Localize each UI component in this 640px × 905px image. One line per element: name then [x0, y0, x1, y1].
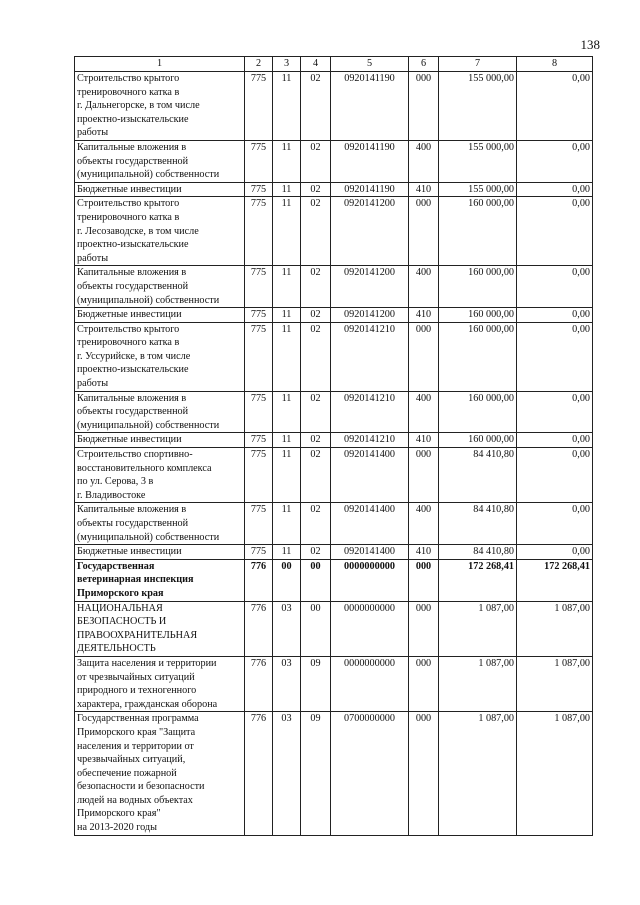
table-row: [75, 391, 593, 433]
expense-type-cell: 400: [409, 503, 439, 545]
table-row: [75, 322, 593, 391]
row-name-line: объекты государственной: [77, 518, 189, 529]
table-row: [75, 266, 593, 308]
row-name-cell: [75, 545, 245, 560]
row-name-line: (муниципальной) собственности: [77, 531, 220, 543]
subsection-code-cell: 02: [301, 322, 331, 391]
row-name-cell: [75, 322, 245, 391]
row-name-cell: [75, 72, 245, 141]
row-name-cell: [75, 182, 245, 197]
header-col-5: 5: [331, 57, 409, 72]
row-name-cell: [75, 433, 245, 448]
expense-type-cell: 000: [409, 72, 439, 141]
header-col-7: 7: [439, 57, 517, 72]
row-name-line: от чрезвычайных ситуаций: [77, 671, 195, 683]
subsection-code-cell: 02: [301, 308, 331, 323]
expense-type-cell: 400: [409, 140, 439, 182]
admin-code-cell: 775: [245, 72, 273, 141]
amount-col-8-cell: 0,00: [517, 448, 593, 503]
subsection-code-cell: 02: [301, 197, 331, 266]
amount-col-7-cell: 160 000,00: [439, 308, 517, 323]
row-name-line: тренировочного катка в: [77, 337, 180, 349]
row-name-line: проектно-изыскательские: [77, 239, 189, 251]
row-name-line: объекты государственной: [77, 406, 189, 418]
row-name-line: Приморского края: [77, 587, 164, 599]
amount-col-7-cell: 160 000,00: [439, 391, 517, 433]
section-code-cell: 11: [273, 140, 301, 182]
row-name-cell: [75, 197, 245, 266]
section-code-cell: 11: [273, 448, 301, 503]
row-name-line: работы: [77, 378, 109, 390]
target-article-cell: 0920141400: [331, 448, 409, 503]
subsection-code-cell: 02: [301, 72, 331, 141]
row-name-cell: [75, 448, 245, 503]
target-article-cell: 0920141190: [331, 140, 409, 182]
amount-col-7-cell: 155 000,00: [439, 182, 517, 197]
row-name-cell: [75, 140, 245, 182]
amount-col-8-cell: 0,00: [517, 197, 593, 266]
admin-code-cell: 776: [245, 656, 273, 711]
row-name-line: Бюджетные инвестиции: [77, 546, 182, 558]
amount-col-8-cell: 0,00: [517, 503, 593, 545]
row-name-line: природного и техногенного: [77, 685, 197, 697]
header-row: [75, 57, 593, 72]
row-name-line: проектно-изыскательские: [77, 113, 189, 125]
expense-type-cell: 410: [409, 308, 439, 323]
row-name-line: Строительство спортивно-: [77, 449, 193, 461]
row-name-line: ПРАВООХРАНИТЕЛЬНАЯ: [77, 629, 198, 641]
row-name-line: проектно-изыскательские: [77, 364, 189, 376]
section-code-cell: 11: [273, 433, 301, 448]
expense-type-cell: 000: [409, 559, 439, 601]
table-row: [75, 308, 593, 323]
subsection-code-cell: 02: [301, 545, 331, 560]
expense-type-cell: 400: [409, 391, 439, 433]
subsection-code-cell: 02: [301, 266, 331, 308]
row-name-line: ветеринарная инспекция: [77, 574, 194, 586]
table-body: [75, 72, 593, 836]
amount-col-7-cell: 155 000,00: [439, 140, 517, 182]
subsection-code-cell: 09: [301, 712, 331, 835]
amount-col-7-cell: 160 000,00: [439, 433, 517, 448]
amount-col-8-cell: 0,00: [517, 545, 593, 560]
admin-code-cell: 775: [245, 182, 273, 197]
page-number: 138: [580, 37, 600, 52]
row-name-line: Защита населения и территории: [77, 657, 217, 669]
header-col-4: 4: [301, 57, 331, 72]
admin-code-cell: 775: [245, 197, 273, 266]
row-name-line: Капитальные вложения в: [77, 267, 187, 279]
section-code-cell: 03: [273, 601, 301, 656]
target-article-cell: 0920141210: [331, 391, 409, 433]
expense-type-cell: 000: [409, 322, 439, 391]
table-row: [75, 712, 593, 835]
row-name-line: (муниципальной) собственности: [77, 419, 220, 431]
admin-code-cell: 775: [245, 503, 273, 545]
expense-type-cell: 410: [409, 433, 439, 448]
amount-col-8-cell: 1 087,00: [517, 712, 593, 835]
table-row: [75, 545, 593, 560]
subsection-code-cell: 00: [301, 559, 331, 601]
amount-col-7-cell: 84 410,80: [439, 503, 517, 545]
admin-code-cell: 775: [245, 308, 273, 323]
target-article-cell: 0920141200: [331, 197, 409, 266]
admin-code-cell: 775: [245, 448, 273, 503]
admin-code-cell: 776: [245, 601, 273, 656]
section-code-cell: 11: [273, 503, 301, 545]
expense-type-cell: 000: [409, 712, 439, 835]
section-code-cell: 11: [273, 545, 301, 560]
row-name-line: Капитальные вложения в: [77, 141, 187, 153]
row-name-line: на 2013-2020 годы: [77, 822, 157, 834]
section-code-cell: 11: [273, 308, 301, 323]
row-name-line: тренировочного катка в: [77, 86, 180, 98]
amount-col-8-cell: 0,00: [517, 72, 593, 141]
amount-col-7-cell: 84 410,80: [439, 545, 517, 560]
row-name-cell: [75, 656, 245, 711]
row-name-line: Государственная: [77, 560, 155, 572]
section-code-cell: 11: [273, 266, 301, 308]
row-name-line: г. Уссурийске, в том числе: [77, 350, 191, 362]
table-row: [75, 503, 593, 545]
row-name-cell: [75, 601, 245, 656]
expense-type-cell: 410: [409, 182, 439, 197]
expense-type-cell: 000: [409, 601, 439, 656]
row-name-line: ДЕЯТЕЛЬНОСТЬ: [77, 643, 156, 655]
amount-col-7-cell: 1 087,00: [439, 601, 517, 656]
row-name-line: (муниципальной) собственности: [77, 169, 220, 181]
amount-col-8-cell: 0,00: [517, 182, 593, 197]
header-col-1: 1: [75, 57, 245, 72]
subsection-code-cell: 02: [301, 182, 331, 197]
row-name-line: Строительство крытого: [77, 73, 180, 84]
admin-code-cell: 775: [245, 391, 273, 433]
admin-code-cell: 775: [245, 545, 273, 560]
expense-type-cell: 000: [409, 448, 439, 503]
row-name-line: Государственная программа: [77, 713, 199, 725]
expense-type-cell: 000: [409, 656, 439, 711]
table-row: [75, 601, 593, 656]
row-name-line: безопасности и безопасности: [77, 781, 205, 793]
row-name-cell: [75, 266, 245, 308]
section-code-cell: 11: [273, 322, 301, 391]
table-row: [75, 559, 593, 601]
amount-col-8-cell: 0,00: [517, 433, 593, 448]
amount-col-7-cell: 1 087,00: [439, 656, 517, 711]
amount-col-7-cell: 155 000,00: [439, 72, 517, 141]
subsection-code-cell: 02: [301, 448, 331, 503]
row-name-line: Приморского края "Защита: [77, 726, 196, 738]
row-name-line: по ул. Серова, 3 в: [77, 476, 154, 488]
section-code-cell: 11: [273, 197, 301, 266]
admin-code-cell: 775: [245, 266, 273, 308]
expense-type-cell: 410: [409, 545, 439, 560]
row-name-cell: [75, 308, 245, 323]
amount-col-7-cell: 160 000,00: [439, 197, 517, 266]
target-article-cell: 0000000000: [331, 601, 409, 656]
row-name-line: объекты государственной: [77, 280, 189, 292]
amount-col-7-cell: 160 000,00: [439, 266, 517, 308]
subsection-code-cell: 09: [301, 656, 331, 711]
amount-col-8-cell: 0,00: [517, 140, 593, 182]
row-name-line: Бюджетные инвестиции: [77, 434, 182, 446]
row-name-line: Бюджетные инвестиции: [77, 309, 182, 321]
amount-col-8-cell: 1 087,00: [517, 601, 593, 656]
row-name-cell: [75, 391, 245, 433]
table-row: [75, 656, 593, 711]
row-name-line: Бюджетные инвестиции: [77, 183, 182, 195]
row-name-line: восстановительного комплекса: [77, 462, 212, 474]
amount-col-8-cell: 0,00: [517, 308, 593, 323]
target-article-cell: 0920141200: [331, 308, 409, 323]
expense-type-cell: 400: [409, 266, 439, 308]
row-name-line: Приморского края": [77, 808, 161, 820]
target-article-cell: 0920141190: [331, 72, 409, 141]
amount-col-7-cell: 84 410,80: [439, 448, 517, 503]
table-row: [75, 72, 593, 141]
amount-col-8-cell: 0,00: [517, 266, 593, 308]
row-name-cell: [75, 503, 245, 545]
row-name-line: людей на водных объектах: [77, 794, 193, 806]
admin-code-cell: 775: [245, 322, 273, 391]
target-article-cell: 0920141210: [331, 322, 409, 391]
subsection-code-cell: 02: [301, 391, 331, 433]
row-name-line: объекты государственной: [77, 155, 189, 167]
amount-col-8-cell: 1 087,00: [517, 656, 593, 711]
row-name-line: Строительство крытого: [77, 198, 180, 210]
row-name-line: работы: [77, 127, 109, 139]
row-name-line: Капитальные вложения в: [77, 504, 187, 516]
table-row: [75, 197, 593, 266]
subsection-code-cell: 02: [301, 433, 331, 448]
admin-code-cell: 776: [245, 712, 273, 835]
row-name-line: г. Лесозаводске, в том числе: [77, 225, 199, 237]
header-col-2: 2: [245, 57, 273, 72]
table-row: [75, 448, 593, 503]
header-col-8: 8: [517, 57, 593, 72]
amount-col-8-cell: 172 268,41: [517, 559, 593, 601]
row-name-line: тренировочного катка в: [77, 211, 180, 223]
amount-col-8-cell: 0,00: [517, 322, 593, 391]
section-code-cell: 03: [273, 656, 301, 711]
table-row: [75, 140, 593, 182]
row-name-line: обеспечение пожарной: [77, 767, 177, 779]
table-row: [75, 433, 593, 448]
section-code-cell: 03: [273, 712, 301, 835]
target-article-cell: 0920141400: [331, 503, 409, 545]
expense-type-cell: 000: [409, 197, 439, 266]
admin-code-cell: 776: [245, 559, 273, 601]
admin-code-cell: 775: [245, 433, 273, 448]
row-name-line: БЕЗОПАСНОСТЬ И: [77, 616, 167, 628]
row-name-cell: [75, 712, 245, 835]
row-name-line: Капитальные вложения в: [77, 392, 187, 404]
row-name-line: г. Владивостоке: [77, 489, 146, 501]
target-article-cell: 0920141190: [331, 182, 409, 197]
row-name-line: Строительство крытого: [77, 323, 180, 335]
header-col-3: 3: [273, 57, 301, 72]
header-col-6: 6: [409, 57, 439, 72]
subsection-code-cell: 02: [301, 503, 331, 545]
amount-col-7-cell: 172 268,41: [439, 559, 517, 601]
target-article-cell: 0920141200: [331, 266, 409, 308]
amount-col-7-cell: 160 000,00: [439, 322, 517, 391]
admin-code-cell: 775: [245, 140, 273, 182]
amount-col-8-cell: 0,00: [517, 391, 593, 433]
target-article-cell: 0700000000: [331, 712, 409, 835]
budget-table: [74, 56, 593, 836]
row-name-line: г. Дальнегорске, в том числе: [77, 100, 200, 112]
row-name-line: населения и территории от: [77, 740, 194, 752]
row-name-line: характера, гражданская оборона: [77, 698, 218, 710]
subsection-code-cell: 00: [301, 601, 331, 656]
row-name-line: работы: [77, 252, 109, 264]
target-article-cell: 0920141210: [331, 433, 409, 448]
section-code-cell: 11: [273, 72, 301, 141]
subsection-code-cell: 02: [301, 140, 331, 182]
row-name-line: НАЦИОНАЛЬНАЯ: [77, 602, 163, 614]
target-article-cell: 0000000000: [331, 656, 409, 711]
section-code-cell: 11: [273, 182, 301, 197]
section-code-cell: 11: [273, 391, 301, 433]
table-row: [75, 182, 593, 197]
row-name-line: (муниципальной) собственности: [77, 294, 220, 306]
section-code-cell: 00: [273, 559, 301, 601]
target-article-cell: 0000000000: [331, 559, 409, 601]
target-article-cell: 0920141400: [331, 545, 409, 560]
amount-col-7-cell: 1 087,00: [439, 712, 517, 835]
row-name-cell: [75, 559, 245, 601]
row-name-line: чрезвычайных ситуаций,: [77, 754, 186, 766]
